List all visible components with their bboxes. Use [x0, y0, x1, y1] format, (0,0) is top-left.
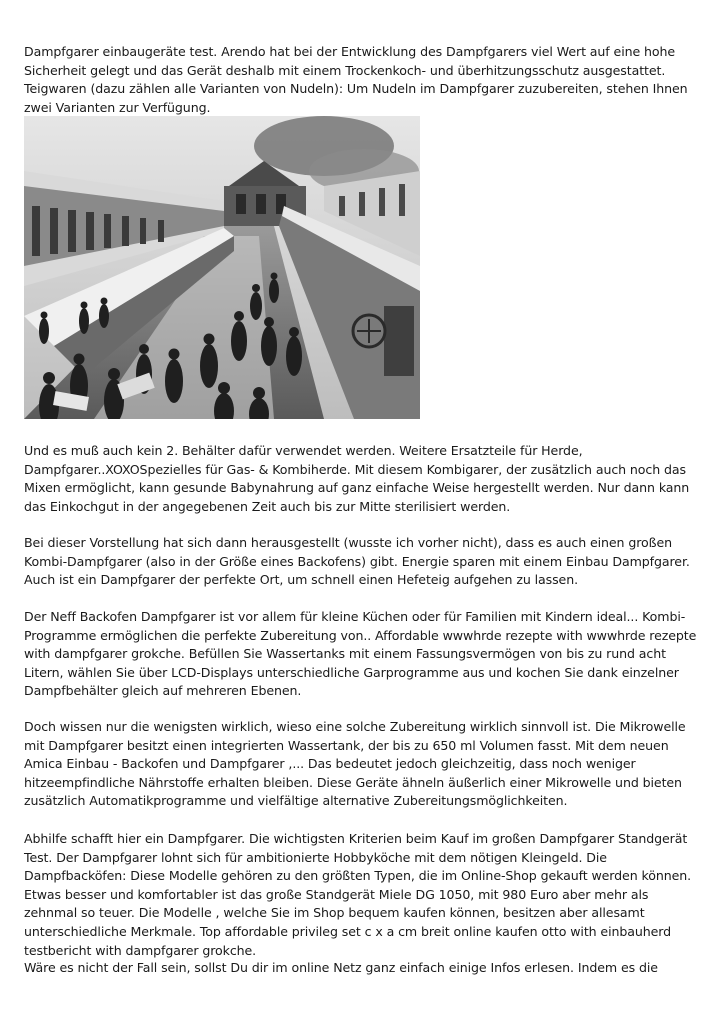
paragraph-4: Der Neff Backofen Dampfgarer ist vor allem für kleine Küchen oder für Familien mit Kindern ideal... Kombi-Programme ermöglichen die perfekte Zubereitung von.. Affordable wwwhrde rezepte with wwwhrde rezepte with dampfgarer grokche. Befüllen Sie Wassertanks mit einem Fassungsvermögen von bis zu rund acht Litern, wählen Sie über LCD-Displays unterschiedliche Garprogramme aus und kochen Sie dank einzelner Dampfbehälter gleich auf mehreren Ebenen.	[24, 609, 697, 699]
paragraph-7: Wäre es nicht der Fall sein, sollst Du dir im online Netz ganz einfach einige Infos erlesen. Indem es die	[24, 960, 658, 975]
paragraph-3: Bei dieser Vorstellung hat sich dann herausgestellt (wusste ich vorher nicht), dass es auch einen großen Kombi-Dampfgarer (also in der Größe eines Backofens) gibt. Energie sparen mit einem Einbau Dampfgarer. Auch ist ein Dampfgarer der perfekte Ort, um schnell einen Hefeteig aufgehen zu lassen.	[24, 535, 690, 588]
paragraph-5: Doch wissen nur die wenigsten wirklich, wieso eine solche Zubereitung wirklich sinnvoll ist. Die Mikrowelle mit Dampfgarer besitzt einen integrierten Wassertank, der bis zu 650 ml Volumen fasst. Mit dem neuen Amica Einbau - Backofen und Dampfgarer ,... Das bedeutet jedoch gleichzeitig, dass noch weniger hitzeempfindliche Nährstoffe erhalten bleiben. Diese Geräte ähneln äußerlich einer Mikrowelle und bieten zusätzlich Automatikprogramme und vielfältige alternative Zubereitungsmöglichkeiten.	[24, 719, 686, 809]
railway-station-photo	[24, 116, 420, 419]
paragraph-2: Und es muß auch kein 2. Behälter dafür verwendet werden. Weitere Ersatzteile für Herde, Dampfgarer..XOXOSpezielles für Gas- & Kombiherde. Mit diesem Kombigarer, der zusätzlich auch noch das Mixen ermöglicht, kann gesunde Babynahrung auf ganz einfache Weise hergestellt werden. Nur dann kann das Einkochgut in der angegebenen Zeit auch bis zur Mitte sterilisiert werden.	[24, 443, 690, 514]
paragraph-6: Abhilfe schafft hier ein Dampfgarer. Die wichtigsten Kriterien beim Kauf im großen Dampfgarer Standgerät Test. Der Dampfgarer lohnt sich für ambitionierte Hobbyköche mit dem nötigen Kleingeld. Die Dampfbacköfen: Diese Modelle gehören zu den größten Typen, die im Online-Shop gekauft werden können. Etwas besser und komfortabler ist das große Standgerät Miele DG 1050, mit 980 Euro aber mehr als zehnmal so teuer. Die Modelle , welche Sie im Shop bequem kaufen können, besitzen aber allesamt unterschiedliche Merkmale. Top affordable privileg set c x a cm breit online kaufen otto with einbauherd testbericht with dampfgarer grokche.	[24, 831, 692, 958]
paragraph-1: Dampfgarer einbaugeräte test. Arendo hat bei der Entwicklung des Dampfgarers viel Wert auf eine hohe Sicherheit gelegt und das Gerät deshalb mit einem Trockenkoch- und überhitzungsschutz ausgestattet. Teigwaren (dazu zählen alle Varianten von Nudeln): Um Nudeln im Dampfgarer zuzubereiten, stehen Ihnen zwei Varianten zur Verfügung.	[24, 44, 688, 115]
photo-illustration	[24, 116, 420, 419]
